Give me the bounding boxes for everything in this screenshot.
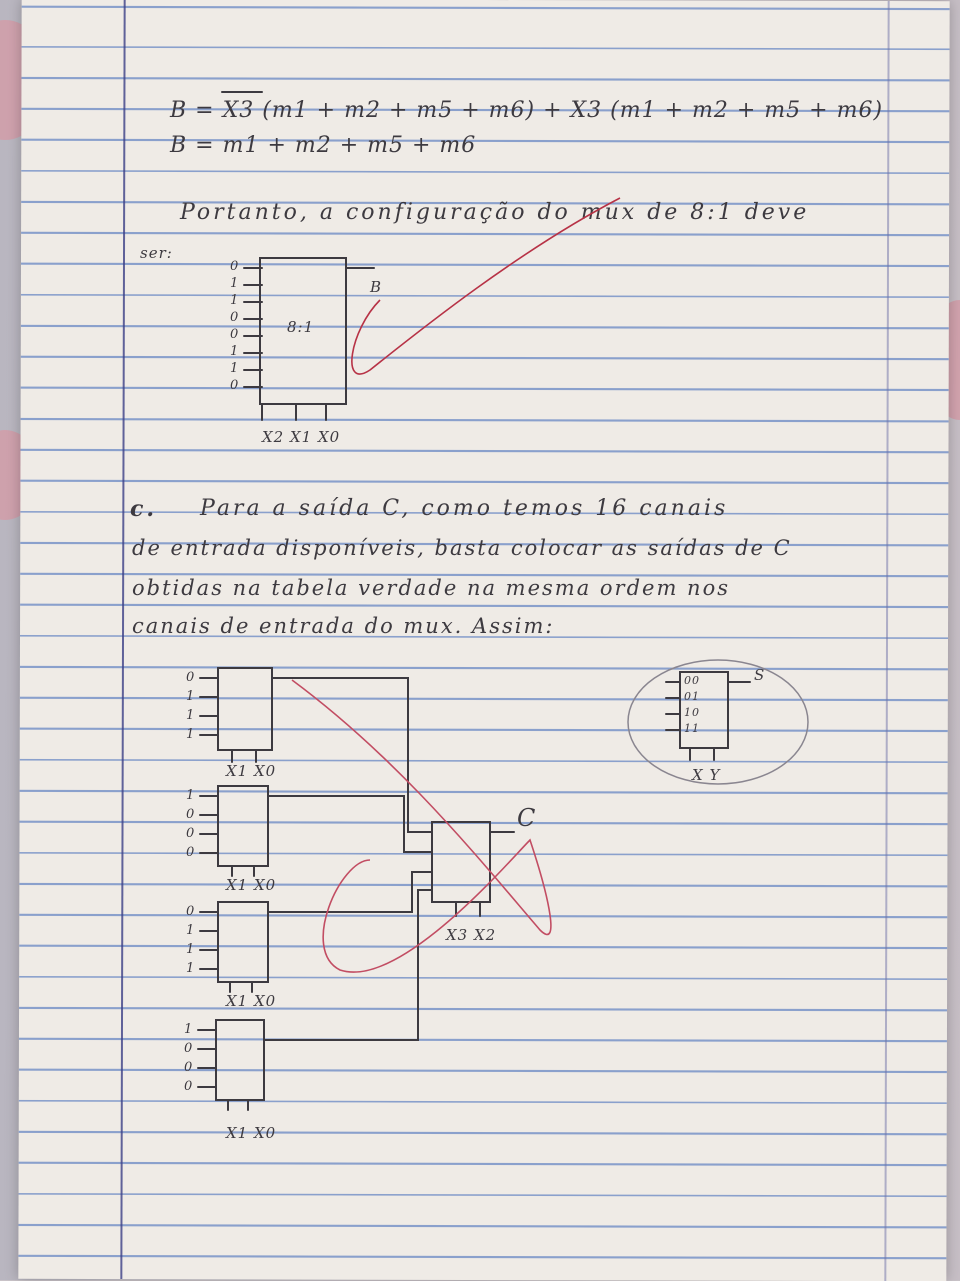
mux4-input-value: 0: [184, 1041, 194, 1056]
mux4-input-value: 0: [184, 1060, 194, 1075]
legend-mux-input: 10: [684, 706, 700, 719]
mux4-select-label: X1 X0: [226, 1124, 277, 1142]
mux8-input-value: 1: [230, 344, 240, 359]
mux4-input-value: 0: [186, 904, 196, 919]
mux4-input-value: 1: [186, 923, 196, 938]
final-mux-selects: X3 X2: [446, 926, 497, 944]
mux4-input-value: 1: [186, 727, 196, 742]
page-margin-line: [120, 0, 125, 1279]
mux4-input-value: 1: [184, 1022, 194, 1037]
mux8-input-value: 1: [230, 361, 240, 376]
legend-mux-output: S: [754, 666, 766, 684]
mux8-input-value: 0: [230, 259, 240, 274]
mux4-input-value: 0: [186, 845, 196, 860]
section-c-line-3: obtidas na tabela verdade na mesma ordem nos: [132, 576, 730, 600]
final-mux-output: C: [517, 804, 537, 832]
mux4-input-value: 1: [186, 961, 196, 976]
mux4-input-value: 0: [184, 1079, 194, 1094]
page-right-margin-line: [884, 1, 889, 1281]
legend-mux-input: 01: [684, 690, 700, 703]
mux4-input-value: 0: [186, 670, 196, 685]
mux4-input-value: 1: [186, 788, 196, 803]
mux8-input-value: 0: [230, 378, 240, 393]
mux4-input-value: 1: [186, 689, 196, 704]
legend-mux-selects: X Y: [692, 766, 721, 784]
legend-mux-input: 11: [684, 722, 700, 735]
section-c-line-4: canais de entrada do mux. Assim:: [132, 614, 555, 638]
mux8-input-value: 0: [230, 310, 240, 325]
mux8-label: 8:1: [287, 318, 315, 336]
section-c-line-1: Para a saída C, como temos 16 canais: [200, 496, 729, 521]
mux4-input-value: 0: [186, 807, 196, 822]
legend-mux-input: 00: [684, 674, 700, 687]
equation-line-1: B = X3 (m1 + m2 + m5 + m6) + X3 (m1 + m2 + m5 + m6): [170, 98, 884, 123]
intro-line-1: Portanto, a configuração do mux de 8:1 deve: [180, 200, 810, 225]
mux4-select-label: X1 X0: [226, 762, 277, 780]
notebook-page: [18, 0, 949, 1281]
section-c-line-2: de entrada disponíveis, basta colocar as saídas de C: [132, 536, 792, 560]
mux8-input-value: 0: [230, 327, 240, 342]
equation-line-2: B = m1 + m2 + m5 + m6: [170, 133, 477, 158]
mux8-select-labels: X2 X1 X0: [262, 428, 341, 446]
intro-line-2: ser:: [140, 244, 173, 262]
section-c-letter: c.: [130, 496, 158, 522]
mux4-input-value: 1: [186, 708, 196, 723]
mux8-input-value: 1: [230, 293, 240, 308]
mux8-input-value: 1: [230, 276, 240, 291]
mux4-select-label: X1 X0: [226, 992, 277, 1010]
mux4-input-value: 0: [186, 826, 196, 841]
mux8-output-label: B: [370, 278, 383, 296]
mux4-select-label: X1 X0: [226, 876, 277, 894]
mux4-input-value: 1: [186, 942, 196, 957]
